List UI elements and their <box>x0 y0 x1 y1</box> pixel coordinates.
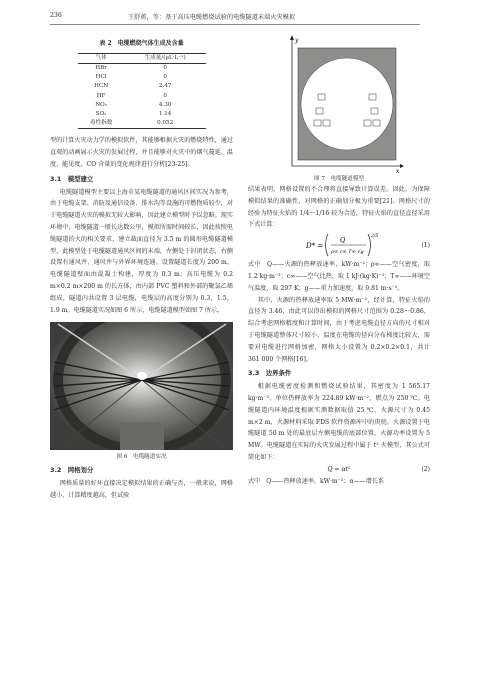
equation-2 <box>248 464 430 476</box>
cable-block <box>318 94 325 100</box>
table-cell: NO₂ <box>95 101 107 108</box>
table-cell: HF <box>96 92 106 99</box>
right-column <box>248 34 430 488</box>
table-row <box>78 119 206 129</box>
running-header <box>50 10 420 25</box>
page-number: 236 <box>50 12 62 19</box>
left-column <box>50 34 233 502</box>
mesh-continued-paragraph: 结果表明，网格设置的不合理将直接导致计算误差。因此，为保障模拟结果的准确性，对网格的正确划分极为重要[21]。网格尺寸的经验为特征火焰的 1/4～1/16 较为合适，特征火焰的直径直径采用下式计算： <box>248 186 430 229</box>
svg-text:Q: Q <box>340 236 346 245</box>
table-cell: 0 <box>163 74 167 81</box>
svg-text:2/5: 2/5 <box>371 234 379 240</box>
model-paragraph: 电缆隧道模型主要以上海市某电缆隧道的通风区间实况为参考，由于电缆支架、消防及通信设备、排水沟等设施的可燃物质较少，对于电缆隧道火灾的模拟无较大影响，因此建立模型时予以忽略。现实环境中，电缆隧道一般长达数公里，模拟所需时间较长，因此按照电缆隧道的火的相关要求，建立截面直径为 3.5 m 的圆形电缆隧道模型，此模型处于电缆隧道通风区间的末端，左侧处于封闭状态，右侧设置有通风井，通风井与外界环境连通。设置隧道长度为 200 m，电缆隧道壁面由混凝土构建，厚度为 0.3 m；高压电缆为 0.2 m×0.2 m×200 m 的长方体，由内部 PVC 塑料和外部的聚氯乙烯组成，隧道内共设置 3 层电缆，电缆层的高度分别为 0.3，1.5，1.9 m。电缆隧道实况如图 6 所示，电缆隧道模型如图 7 所示。 <box>50 188 233 314</box>
section-heading-3-1: 3.1 模型建立 <box>50 174 94 183</box>
fire-source-paragraph: 其中，火源的热释放速率取 5 MW·m⁻²，经计算，特征火焰的直径为 3.46，由此可以得出模拟的网格尺寸范围为 0.28～0.86，综合考虑网格精度和计算时间，由于考虑电缆直径方向的尺寸相对于电缆隧道整体尺寸较小，温度在电缆的径向分布梯度比较大，需要对电缆进行网格加密，网格大小设置为 0.2×0.2×0.1，共计 361 000 个网格[16]。 <box>248 296 430 363</box>
table-cell: 0.052 <box>125 119 206 129</box>
table-cell: HCl <box>95 74 107 81</box>
tunnel-photo-image <box>50 322 233 450</box>
table-row <box>78 92 206 101</box>
table-row <box>78 82 206 91</box>
cable-block <box>314 120 321 126</box>
equation-2-formula: Q = αt² <box>327 465 351 473</box>
section-heading-3-3: 3.3 边界条件 <box>248 369 292 378</box>
table-caption: 表 2 电缆燃烧气体生成及含量 <box>99 40 184 47</box>
table-cell: 0 <box>163 65 167 71</box>
equation-1 <box>248 231 430 259</box>
x-axis-arrow-icon <box>400 164 404 168</box>
table-row <box>78 73 206 82</box>
table-header-value: 生成量/(μL·L⁻¹) <box>125 53 206 63</box>
table-cell: 0 <box>163 92 167 99</box>
table-cell: HCN <box>94 83 109 90</box>
cable-block <box>323 120 330 126</box>
variables-paragraph: 式中 Q——火源的热释放速率，kW·m⁻²；ρ∞——空气密度，取 1.2 kg·m⁻³；c∞——空气比热，取 1 kJ·(kg·K)⁻¹；T∞——环境空气温度，取 297 K；g——重力加速度，取 9.81 m·s⁻²。 <box>248 261 430 292</box>
cable-block <box>369 94 376 100</box>
table-cell: 毒性指数 <box>78 119 125 129</box>
table-cell: 2.47 <box>158 83 172 90</box>
table-cell: 4.30 <box>158 101 172 108</box>
tunnel-cross-section <box>301 58 393 150</box>
table-header-gas: 气体 <box>78 53 125 63</box>
table-cell: SO₂ <box>95 111 107 118</box>
cable-block <box>316 108 323 114</box>
table-row <box>78 110 206 119</box>
gas-table <box>78 53 206 130</box>
table-row <box>78 101 206 110</box>
boundary-paragraph: 根据电缆密度检测和燃烧试验结果，其密度为 1 565.17 kg·m⁻³，单位热释放率为 224.89 kW·m⁻²，燃点为 250 ℃。电缆隧道内环境温度根据实测数据取值 25 ℃，火源尺寸为 0.45 m×2 m，火源材料采取 FDS 软件资源库中的庚烷，火源设置于电缆隧道 50 m 处的最底层左侧电缆的底部位置，火源功率设置为 5 MW。电缆隧道在实际的火灾发展过程中属于 t² 火模型，其公式可简化如下： <box>248 383 430 461</box>
table-row <box>78 64 206 74</box>
x-axis-label: x <box>396 168 400 174</box>
tunnel-photo <box>50 322 233 450</box>
svg-text:ρ∞ c∞ T∞ √g: ρ∞ c∞ T∞ √g <box>331 249 364 256</box>
y-axis-label: y <box>295 37 299 44</box>
table-cell: 1.14 <box>158 111 172 118</box>
running-title: 王舒蒋，等：基于高压电缆燃烧试验的电缆隧道未端火灾模拟 <box>128 14 296 21</box>
intro-paragraph: 型的计算火灾动力学的模拟软件，其能够根据火灾的燃烧特性，通过直观的动画展示火灾的发展过程，并且能够对火灾中的烟气蔓延、温度、能见度、CO 含量的变化规律进行分析[23-25]。 <box>50 137 233 169</box>
mesh-paragraph: 网格质量的好坏直接决定模拟结果的正确与否，一般来说，网格越小，计算精度越高，但试验 <box>50 480 233 499</box>
figure7-caption: 图 7 电缆隧道模型 <box>313 176 365 182</box>
figure6-caption: 图 6 电缆隧道实况 <box>116 454 167 461</box>
cable-block <box>373 120 380 126</box>
equation-1-number: (1) <box>421 242 430 250</box>
tunnel-model-diagram <box>274 34 404 174</box>
equation-1-lhs: D* = <box>306 242 324 251</box>
table-cell: HBr <box>95 65 107 71</box>
final-paragraph: 式中 Q——热释放速率，kW·m⁻²；α——增长系 <box>248 477 385 485</box>
cable-block <box>364 120 371 126</box>
section-heading-3-2: 3.2 网格划分 <box>50 466 94 475</box>
y-axis-arrow-icon <box>290 35 294 40</box>
equation-1-formula <box>248 231 430 259</box>
tunnel-model-figure <box>274 34 404 174</box>
equation-2-number: (2) <box>421 465 430 473</box>
cable-block <box>371 108 378 114</box>
